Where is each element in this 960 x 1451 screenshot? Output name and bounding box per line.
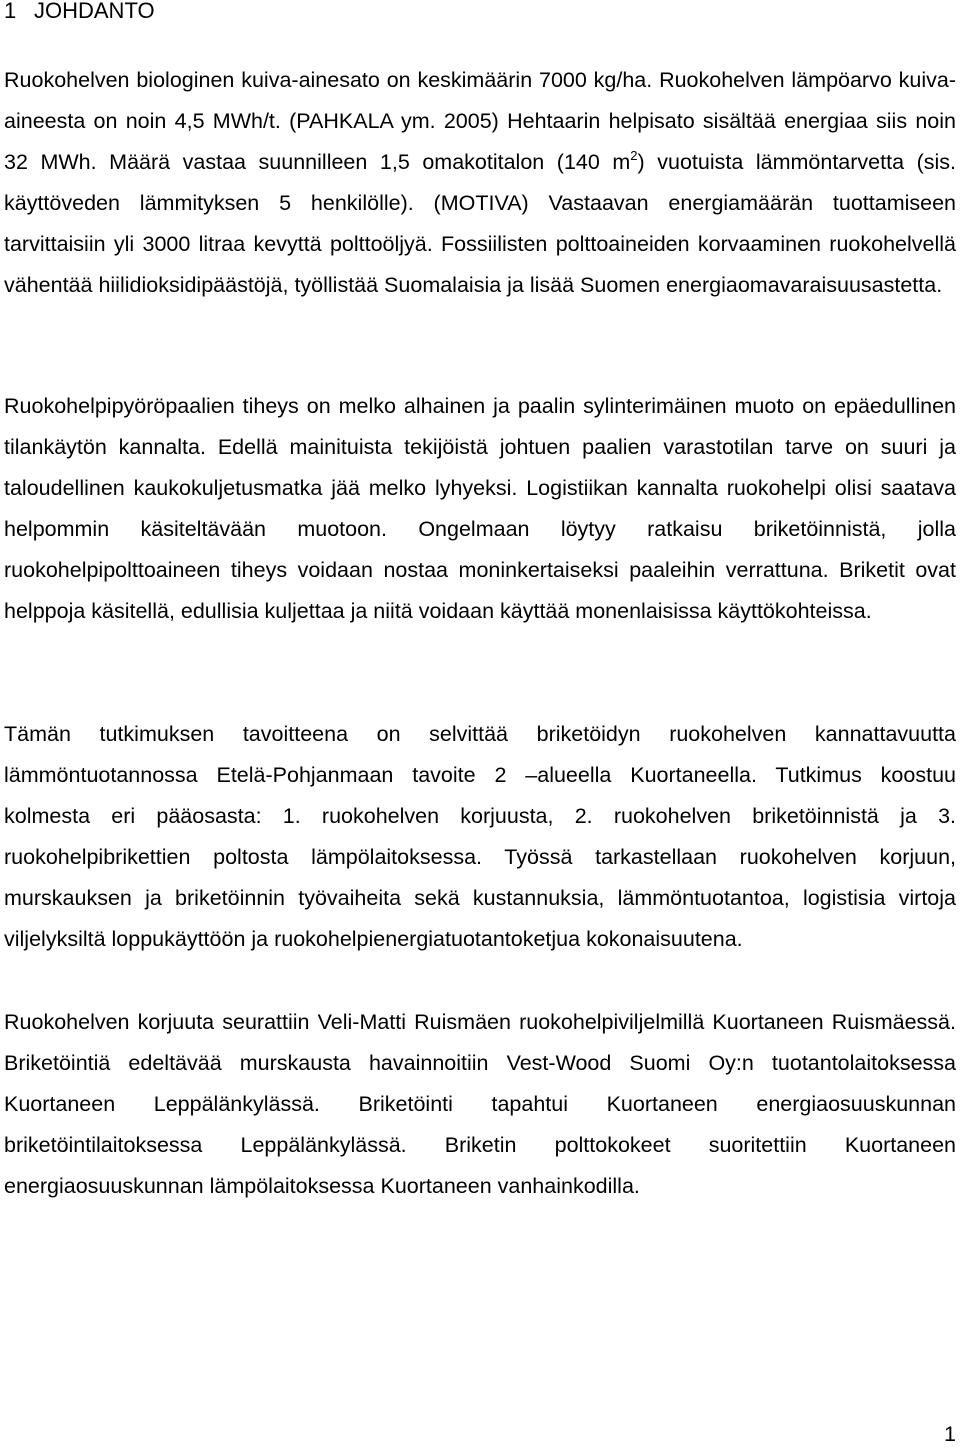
paragraph-intro-text-a: Ruokohelven biologinen kuiva-ainesato on keskimäärin 7000 kg/ha. Ruokohelven lämpöarvo kuiva-aineesta on noin 4,5 MWh/t. (PAHKALA ym. 2005) Hehtaarin helpisato sisältää energiaa siis noin 32 MWh. Määrä vastaa suunnilleen 1,5 omakotitalon (140 m bbox=[4, 68, 956, 174]
paragraph-bales: Ruokohelpipyöröpaalien tiheys on melko alhainen ja paalin sylinterimäinen muoto on epäedullinen tilankäytön kannalta. Edellä mainituista tekijöistä johtuen paalien varastotilan tarve on suuri ja taloudellinen kaukokuljetusmatka jää melko lyhyeksi. Logistiikan kannalta ruokohelpi olisi saatava helpommin käsiteltävään muotoon. Ongelmaan löytyy ratkaisu briketöinnistä, jolla ruokohelpipolttoaineen tiheys voidaan nostaa moninkertaiseksi paaleihin verrattuna. Briketit ovat helppoja käsitellä, edullisia kuljettaa ja niitä voidaan käyttää monenlaisissa käyttökohteissa. bbox=[4, 394, 956, 623]
superscript-squared: 2 bbox=[630, 148, 638, 163]
section-number: 1 bbox=[4, 0, 17, 23]
paragraph-methods: Ruokohelven korjuuta seurattiin Veli-Matti Ruismäen ruokohelpiviljelmillä Kuortaneen Ruismäessä. Briketöintiä edeltävää murskausta havainnoitiin Vest-Wood Suomi Oy:n tuotantolaitoksessa Kuortaneen Leppälänkylässä. Briketöinti tapahtui Kuortaneen energiaosuuskunnan briketöintilaitoksessa Leppälänkylässä. Briketin polttokokeet suoritettiin Kuortaneen energiaosuuskunnan lämpölaitoksessa Kuortaneen vanhainkodilla. bbox=[4, 1010, 956, 1198]
paragraph-intro-text-b: ) vuotuista lämmöntarvetta (sis. käyttöveden lämmityksen 5 henkilölle). (MOTIVA) Vastaavan energiamäärän tuottamiseen tarvittaisiin yli 3000 litraa kevyttä polttoöljyä. Fossiilisten polttoaineiden korvaaminen ruokohelvellä vähentää hiilidioksidipäästöjä, työllistää Suomalaisia ja lisää Suomen energiaomavaraisuusastetta. bbox=[4, 150, 956, 297]
paragraph-intro bbox=[4, 60, 956, 306]
section-heading bbox=[4, 0, 155, 26]
paragraph-objective: Tämän tutkimuksen tavoitteena on selvittää briketöidyn ruokohelven kannattavuutta lämmöntuotannossa Etelä-Pohjanmaan tavoite 2 –alueella Kuortaneella. Tutkimus koostuu kolmesta eri pääosasta: 1. ruokohelven korjuusta, 2. ruokohelven briketöinnistä ja 3. ruokohelpibrikettien poltosta lämpölaitoksessa. Työssä tarkastellaan ruokohelven korjuun, murskauksen ja briketöinnin työvaiheita sekä kustannuksia, lämmöntuotantoa, logistisia virtoja viljelyksiltä loppukäyttöön ja ruokohelpienergiatuotantoketjua kokonaisuutena. bbox=[4, 722, 956, 951]
page-number: 1 bbox=[944, 1422, 956, 1446]
document-page bbox=[4, 0, 956, 1451]
section-title: JOHDANTO bbox=[34, 0, 155, 23]
